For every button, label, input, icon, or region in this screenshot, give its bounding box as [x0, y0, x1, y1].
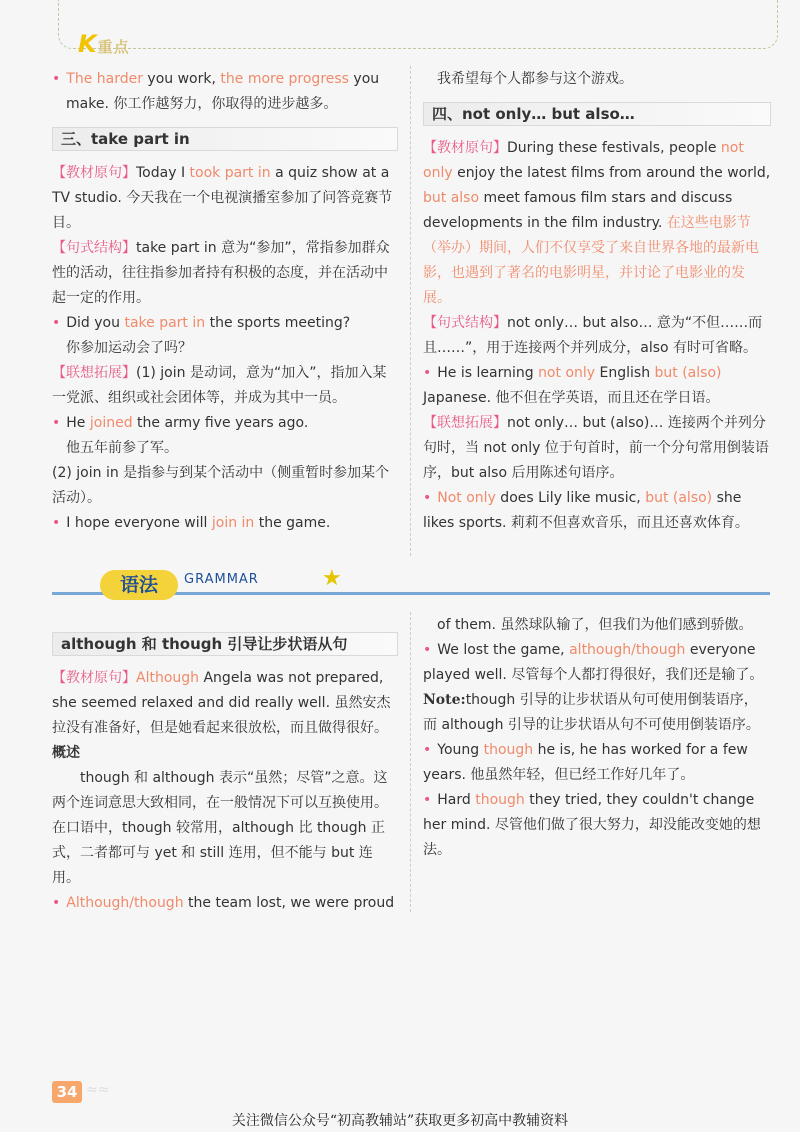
- highlight: though: [475, 792, 525, 808]
- runner-icon: ★: [322, 566, 342, 591]
- overview-title: 概述: [52, 745, 80, 761]
- example-translation: 你参加运动会了吗？: [66, 340, 192, 356]
- highlight: though: [483, 742, 534, 758]
- example-translation: 他五年前参了军。: [66, 440, 178, 456]
- text: Hard: [437, 792, 476, 808]
- right-column-top: [423, 67, 771, 536]
- example-lost-game: [423, 638, 771, 688]
- note: [423, 688, 771, 738]
- note-label: Note:: [423, 692, 466, 708]
- continued-translation: 我希望每个人都参与这个游戏。: [437, 71, 633, 87]
- section-title-take-part-in: 三、take part in: [52, 127, 398, 151]
- text: everyone played well. 尽管每个人都打得很好，我们还是输了。: [423, 642, 764, 683]
- text: take part in 意为“参加”，常指参加群众性的活动，往往指参加者持有积极的态度，并在活动中起一定的作用。: [52, 240, 390, 306]
- highlight: Although/though: [66, 895, 184, 911]
- text: the team lost, we were proud: [183, 895, 395, 911]
- text: he is, he has worked for a few years. 他虽然年轻，但已经工作好几年了。: [423, 742, 748, 783]
- source-sentence: [52, 161, 398, 236]
- highlight: join in: [211, 515, 255, 531]
- continued-example: of them. 虽然球队输了，但我们为他们感到骄傲。: [437, 617, 753, 633]
- footer-text: 关注微信公众号“初高教辅站”获取更多初高中教辅资料: [231, 1113, 569, 1129]
- tag-label: 【联想拓展】: [423, 415, 507, 431]
- bullet-harder-translation: make. 你工作越努力，你取得的进步越多。: [66, 96, 338, 112]
- left-column-top: [52, 67, 398, 536]
- logo-k: K: [78, 30, 98, 58]
- section-title-although: although 和 though 引导让步状语从句: [52, 632, 398, 656]
- right-column-bottom: [423, 613, 771, 863]
- text: she likes sports. 莉莉不但喜欢音乐，而且还喜欢体育。: [423, 490, 749, 531]
- extension-2: (2) join in 是指参与到某个活动中（侧重暂时参加某个活动）。: [52, 465, 390, 506]
- tag-label: 【句式结构】: [423, 315, 507, 331]
- highlight: joined: [89, 415, 133, 431]
- tag-label: 【句式结构】: [52, 240, 136, 256]
- highlight: although/though: [569, 642, 686, 658]
- header-logo: [78, 30, 130, 58]
- text: not only… but (also)… 连接两个并列分句时，当 not only 位于句首时，前一个分句常用倒装语序，but also 后用陈述句语序。: [423, 415, 769, 481]
- text: though 引导的让步状语从句可使用倒装语序，而 although 引导的让步状语从句不可使用倒装语序。: [423, 692, 760, 733]
- highlight: not only: [538, 365, 596, 381]
- text: the game.: [254, 515, 331, 531]
- extension: [423, 411, 771, 486]
- overview-text: though 和 although 表示“虽然；尽管”之意。这两个连词意思大致相同，在一般情况下可以互换使用。在口语中，though 较常用，although 比 though 正式，二者都可与 yet 和 still 连用，但不能与 but 连用。: [52, 770, 388, 886]
- highlight: took part in: [189, 165, 271, 181]
- page-header-frame: [58, 0, 778, 49]
- highlight: but (also): [645, 490, 713, 506]
- section-title-not-only: 四、not only… but also…: [423, 102, 771, 126]
- tag-label: 【联想拓展】: [52, 365, 136, 381]
- text: He is learning: [437, 365, 539, 381]
- highlight: not only: [423, 140, 744, 181]
- source-sentence: [423, 136, 771, 311]
- example-join-in: [52, 511, 398, 536]
- highlight: but also: [423, 190, 480, 206]
- text: We lost the game,: [437, 642, 570, 658]
- example-joined: [52, 411, 398, 436]
- text: meet famous film stars and discuss developments in the film industry.: [423, 190, 733, 231]
- bullet-harder: [52, 67, 398, 92]
- logo-text: 重点: [97, 38, 130, 56]
- highlight: The harder: [66, 71, 143, 87]
- text: Did you: [66, 315, 125, 331]
- text: they tried, they couldn't change her mind. 尽管他们做了很大努力，却没能改变她的想法。: [423, 792, 761, 858]
- column-divider-bottom: [410, 612, 411, 912]
- text: does Lily like music,: [495, 490, 646, 506]
- text: you work,: [142, 71, 221, 87]
- page-number: 34: [52, 1081, 82, 1103]
- text: Japanese. 他不但在学英语，而且还在学日语。: [423, 390, 720, 406]
- text: He: [66, 415, 90, 431]
- highlight: but (also): [654, 365, 722, 381]
- highlight: Not only: [437, 490, 496, 506]
- text: not only… but also… 意为“不但……而且……”，用于连接两个并列成分，also 有时可省略。: [423, 315, 763, 356]
- tag-label: 【教材原句】: [52, 165, 136, 181]
- extension: [52, 361, 398, 411]
- text: Young: [437, 742, 484, 758]
- example-take-part: [52, 311, 398, 336]
- text: (1) join 是动词，意为“加入”，指加入某一党派、组织或社会团体等，并成为其中一员。: [52, 365, 387, 406]
- example-learning: [423, 361, 771, 411]
- tag-label: 【教材原句】: [423, 140, 507, 156]
- text: Today I: [136, 165, 190, 181]
- text: I hope everyone will: [66, 515, 212, 531]
- example-hard: [423, 788, 771, 863]
- grammar-banner: [52, 566, 770, 600]
- text: enjoy the latest films from around the world,: [452, 165, 771, 181]
- highlight: Although: [136, 670, 200, 686]
- text: a quiz show at a TV studio. 今天我在一个电视演播室参加了问答竞赛节目。: [52, 165, 393, 231]
- text: During these festivals, people: [507, 140, 721, 156]
- example-young: [423, 738, 771, 788]
- highlight: take part in: [124, 315, 206, 331]
- highlight: the more progress: [220, 71, 349, 87]
- sentence-structure: [423, 311, 771, 361]
- example-team-lost: [52, 891, 398, 916]
- grammar-title-en: GRAMMAR: [184, 572, 259, 587]
- text: English: [595, 365, 655, 381]
- highlight-translation: 在这些电影节（举办）期间，人们不仅享受了来自世界各地的最新电影，也遇到了著名的电影明星，并讨论了电影业的发展。: [423, 215, 759, 306]
- grammar-title-cn: 语法: [100, 570, 178, 600]
- left-column-bottom: [52, 628, 398, 916]
- text: the sports meeting?: [205, 315, 351, 331]
- page-decoration-icon: ≈≈: [86, 1082, 110, 1098]
- tag-label: 【教材原句】: [52, 670, 136, 686]
- source-sentence: [52, 666, 398, 741]
- column-divider-top: [410, 66, 411, 556]
- sentence-structure: [52, 236, 398, 311]
- text: you: [348, 71, 380, 87]
- text: Angela was not prepared, she seemed relaxed and did really well. 虽然安杰拉没有准备好，但是她看起来很放松，而且做得很好。: [52, 670, 391, 736]
- text: the army five years ago.: [132, 415, 309, 431]
- example-lily: [423, 486, 771, 536]
